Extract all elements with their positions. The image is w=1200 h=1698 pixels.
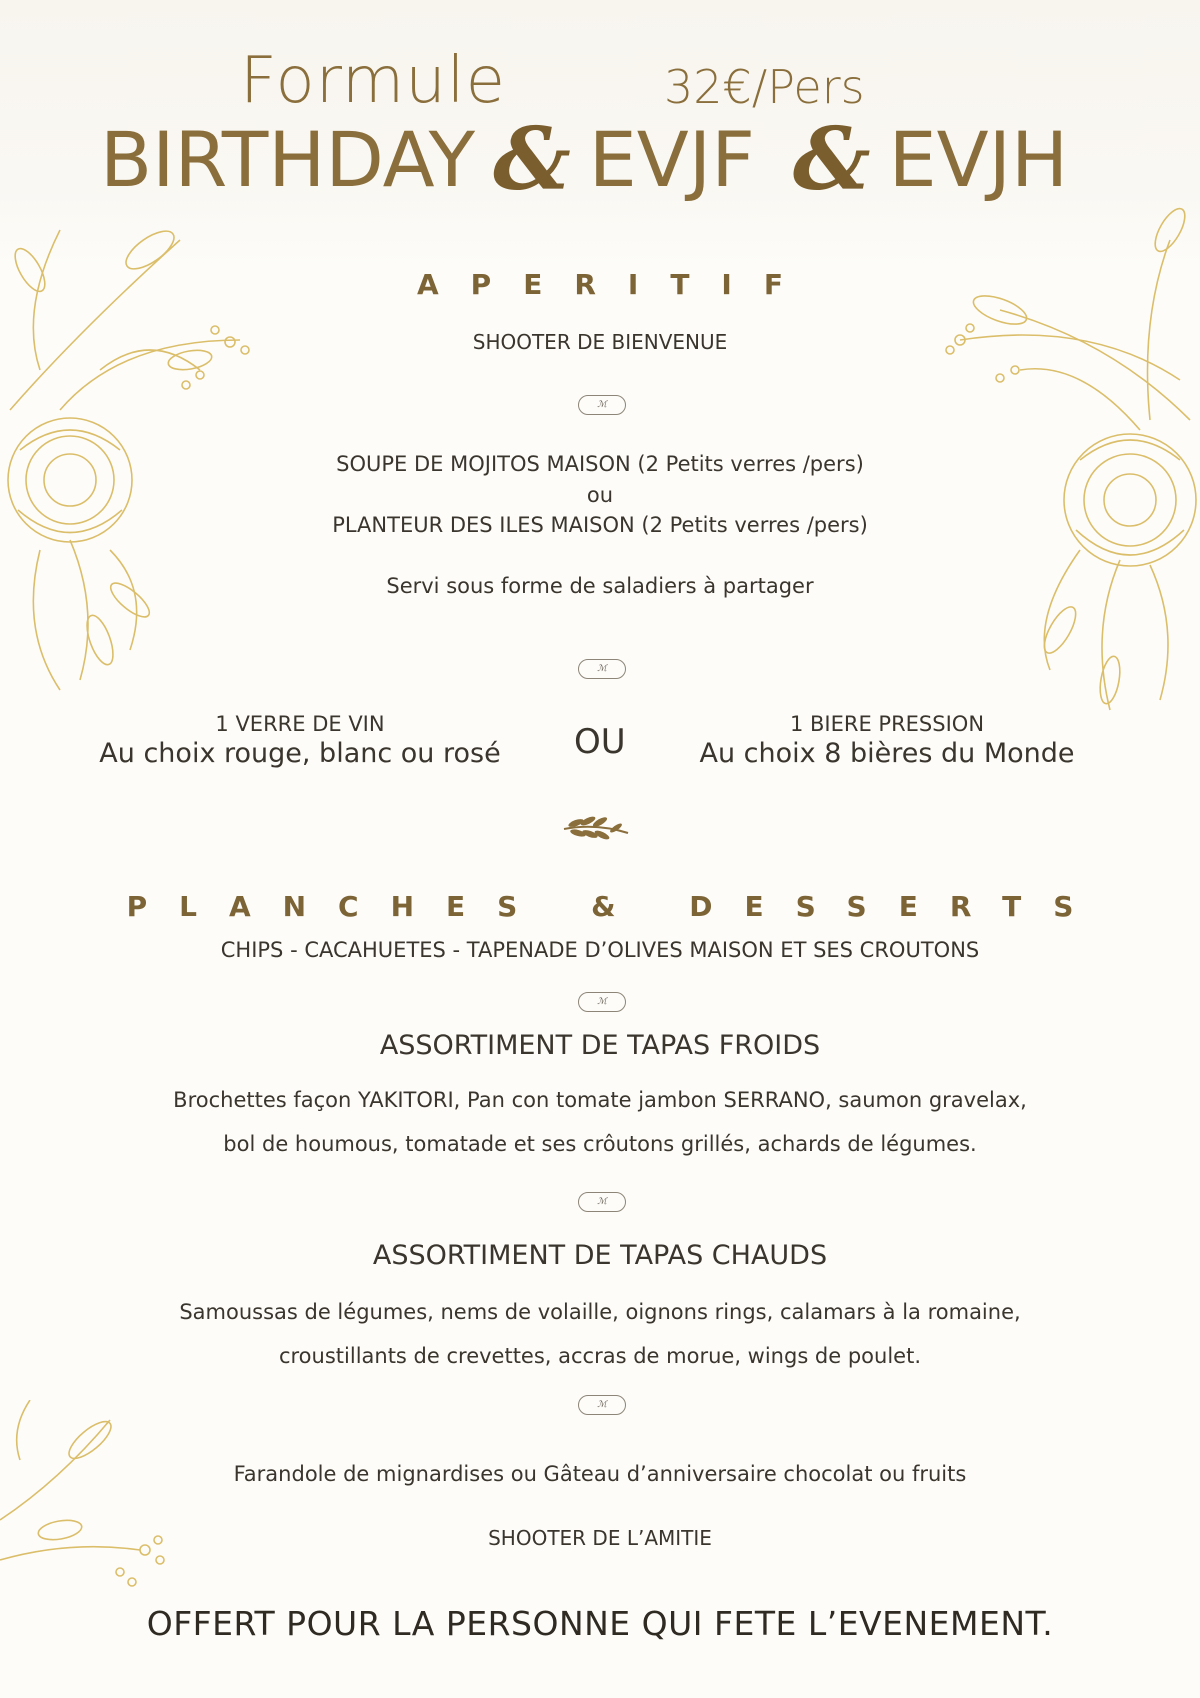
ornament-divider: ℳ bbox=[578, 395, 626, 415]
ornament-divider: ℳ bbox=[578, 992, 626, 1012]
wine-option bbox=[85, 712, 515, 769]
price-per-person: 32€/Pers bbox=[664, 60, 865, 114]
served-note: Servi sous forme de saladiers à partager bbox=[386, 574, 814, 598]
evjh-label: EVJH bbox=[888, 114, 1069, 204]
ampersand-2: & bbox=[792, 108, 871, 210]
dessert-line: Farandole de mignardises ou Gâteau d’anniversaire chocolat ou fruits bbox=[233, 1462, 967, 1486]
planches-desserts-heading: PLANCHES & DESSERTS bbox=[126, 890, 1106, 923]
chips-line: CHIPS - CACAHUETES - TAPENADE D’OLIVES MAISON ET SES CROUTONS bbox=[220, 938, 980, 962]
floral-bottom-left-illustration bbox=[0, 1400, 180, 1600]
ornament-divider: ℳ bbox=[578, 1192, 626, 1212]
tapas-chauds-title: ASSORTIMENT DE TAPAS CHAUDS bbox=[372, 1240, 828, 1271]
ou-separator: ou bbox=[586, 483, 614, 507]
birthday-label: BIRTHDAY bbox=[100, 114, 476, 204]
formule-title: Formule bbox=[240, 44, 506, 118]
tapas-chauds-line-1: Samoussas de légumes, nems de volaille, oignons rings, calamars à la romaine, bbox=[179, 1300, 1021, 1324]
tapas-chauds-line-2: croustillants de crevettes, accras de morue, wings de poulet. bbox=[278, 1344, 922, 1368]
shooter-amitie: SHOOTER DE L’AMITIE bbox=[488, 1526, 712, 1550]
ou-big-separator: OU bbox=[574, 722, 626, 762]
ornament-divider: ℳ bbox=[578, 1395, 626, 1415]
wine-title: 1 VERRE DE VIN bbox=[215, 712, 385, 736]
ampersand-1: & bbox=[493, 108, 571, 210]
tapas-froids-title: ASSORTIMENT DE TAPAS FROIDS bbox=[379, 1030, 821, 1061]
beer-detail: Au choix 8 bières du Monde bbox=[699, 738, 1075, 769]
planteur-iles: PLANTEUR DES ILES MAISON (2 Petits verres /pers) bbox=[332, 513, 868, 537]
event-title bbox=[100, 108, 1100, 210]
evjf-label: EVJF bbox=[588, 114, 755, 204]
ornament-divider: ℳ bbox=[578, 659, 626, 679]
leaf-branch-icon bbox=[560, 813, 632, 843]
beer-title: 1 BIERE PRESSION bbox=[789, 712, 985, 736]
beer-option bbox=[672, 712, 1102, 769]
soupe-mojitos: SOUPE DE MOJITOS MAISON (2 Petits verres /pers) bbox=[336, 452, 864, 476]
shooter-bienvenue: SHOOTER DE BIENVENUE bbox=[472, 330, 728, 354]
aperitif-heading: APERITIF bbox=[417, 268, 815, 301]
offert-note: OFFERT POUR LA PERSONNE QUI FETE L’EVENEMENT. bbox=[146, 1604, 1054, 1643]
tapas-froids-line-1: Brochettes façon YAKITORI, Pan con tomate jambon SERRANO, saumon gravelax, bbox=[173, 1088, 1027, 1112]
wine-detail: Au choix rouge, blanc ou rosé bbox=[99, 738, 501, 769]
tapas-froids-line-2: bol de houmous, tomatade et ses crôutons grillés, achards de légumes. bbox=[223, 1132, 977, 1156]
